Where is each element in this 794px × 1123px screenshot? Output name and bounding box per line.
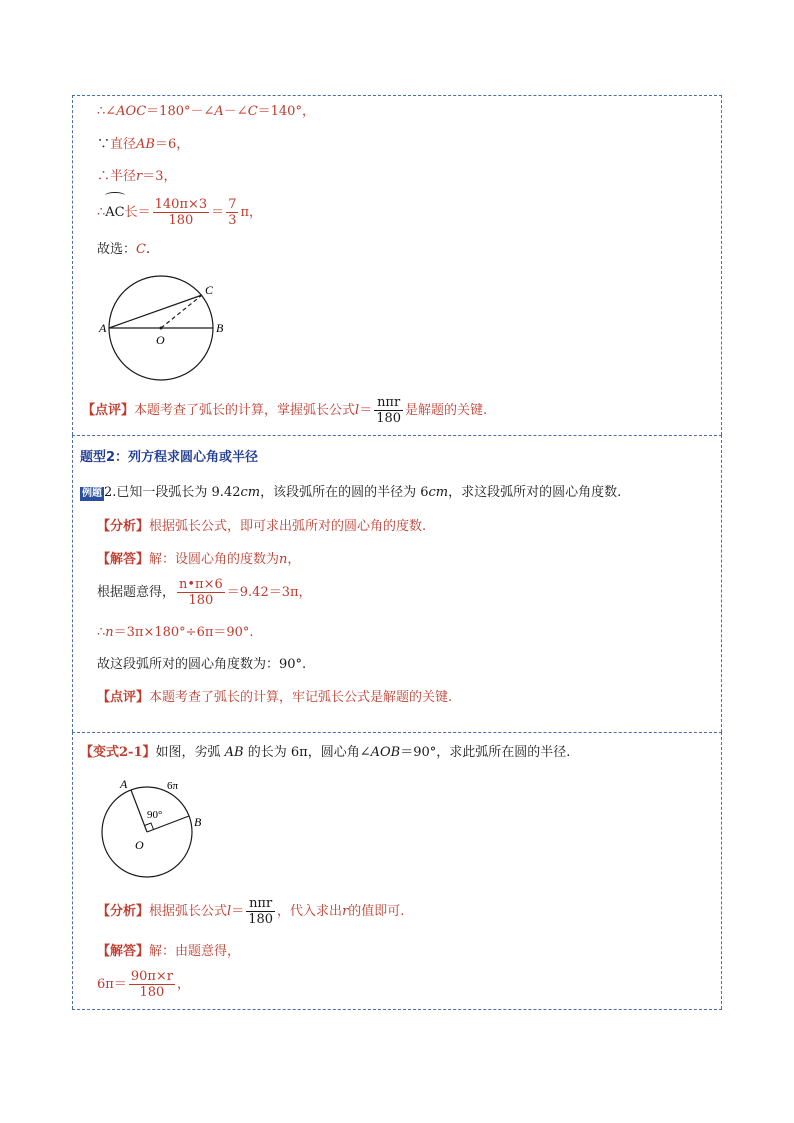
label-o: O xyxy=(156,333,165,347)
fraction-arc-formula: $\frac{\text{nπr}}{180}$ xyxy=(248,896,274,927)
equation-2-1: 根据题意得， $\frac{n•\pi\times 6}{180}$ ＝9.42＝3π， xyxy=(97,577,312,608)
solution-line-1: ∴∠AOC＝180°－∠A－∠C＝140°， xyxy=(97,104,315,119)
box-bottom-border xyxy=(72,1009,722,1010)
solution-line-2: ∵直径AB＝6， xyxy=(97,137,190,152)
conclusion-2: 故这段弧所对的圆心角度数为：90°. xyxy=(97,657,307,672)
box-top-border xyxy=(72,95,722,96)
analysis-2: 【分析】根据弧长公式，即可求出弧所对的圆心角的度数. xyxy=(97,519,427,534)
analysis-3: 【分析】根据弧长公式l＝ $\frac{\text{nπr}}{180}$ ，代入求出r的值即可. xyxy=(97,896,405,927)
variant-question: 【变式2-1】如图，劣弧 AB 的长为 6π，圆心角∠AOB＝90°，求此弧所在圆的半径. xyxy=(80,745,571,760)
equation-3: 6π＝ $\frac{90\pi\times r}{180}$ ， xyxy=(97,969,191,1000)
equation-2-2: ∴n＝3π×180°÷6π＝90°. xyxy=(97,625,254,640)
circle-figure-1 xyxy=(95,275,240,385)
solution-line-3: ∴半径r＝3， xyxy=(97,169,177,184)
label-a: A xyxy=(120,777,128,791)
radius-oc-dashed xyxy=(161,295,202,328)
answer-2: 【解答】解：设圆心角的度数为n， xyxy=(97,552,301,567)
solution-line-5: 故选：C. xyxy=(97,242,151,257)
label-angle: 90° xyxy=(147,809,163,821)
fraction-n-pi-6: $\frac{n•\pi\times 6}{180}$ xyxy=(179,577,223,608)
fraction-90-pi-r: $\frac{90\pi\times r}{180}$ xyxy=(130,969,174,1000)
section-title-2: 题型2：列方程求圆心角或半径 xyxy=(80,450,259,465)
example-question: 例题 2.已知一段弧长为 9.42cm，该段弧所在的圆的半径为 6cm，求这段弧所对的圆心角度数. xyxy=(82,485,622,500)
label-o: O xyxy=(135,838,144,852)
circle-figure-2 xyxy=(95,772,220,887)
answer-3: 【解答】解：由题意得， xyxy=(97,944,241,959)
label-b: B xyxy=(216,321,224,335)
solution-line-4: ∴AC长＝ $\frac{140\pi\times 3}{180}$ ＝ $\frac{7}{3}$ π， xyxy=(97,195,262,231)
fraction-seven-thirds: $\frac{7}{3}$ xyxy=(228,197,237,228)
label-a: A xyxy=(99,321,107,335)
comment-1: 【点评】本题考查了弧长的计算，掌握弧长公式l＝ $\frac{\text{nπr}}{180}$ 是解题的关键. xyxy=(82,395,488,426)
chord-ac xyxy=(109,295,202,328)
center-point xyxy=(160,327,163,330)
fraction-arc-formula: $\frac{\text{nπr}}{180}$ xyxy=(376,395,402,426)
example-badge: 例题 xyxy=(82,488,102,499)
fraction-arc-length: $\frac{140\pi\times 3}{180}$ xyxy=(154,197,208,228)
label-c: C xyxy=(205,283,214,297)
arc-ac-label: AC xyxy=(105,195,124,231)
label-b: B xyxy=(194,815,202,829)
comment-2: 【点评】本题考查了弧长的计算，牢记弧长公式是解题的关键. xyxy=(97,690,453,705)
label-arc-length: 6π xyxy=(167,780,179,792)
